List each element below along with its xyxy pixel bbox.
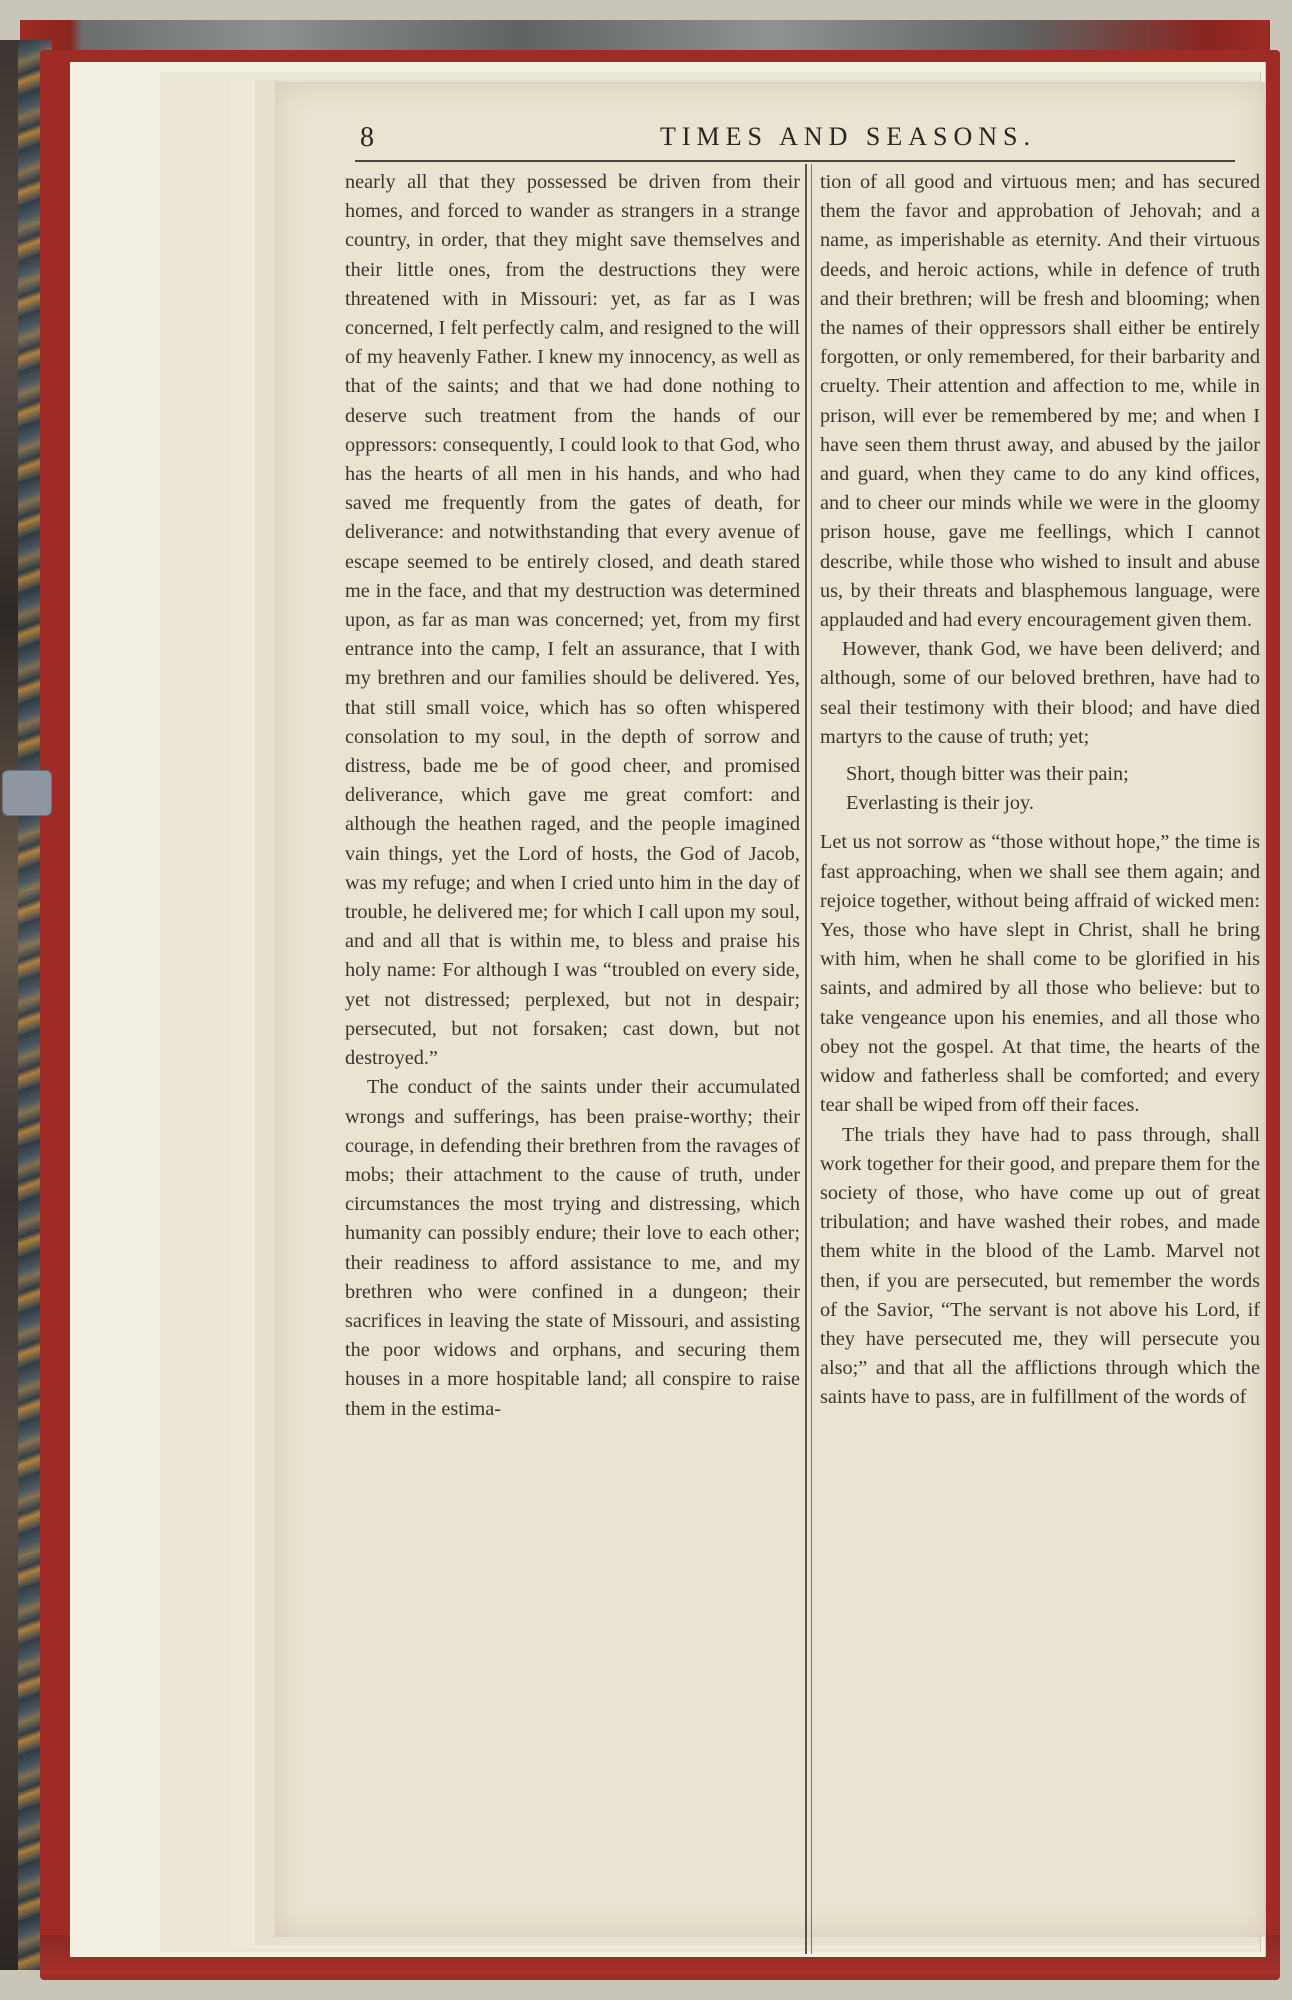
running-head bbox=[275, 122, 1265, 156]
right-paragraph-4: The trials they have had to pass through, shall work together for their good, and prepare them for the society of those, who have come up out of great tribulation; and have washed their robes, and made them white in the blood of the Lamb. Marvel not then, if you are persecuted, but remember the words of the Savior, “The servant is not above his Lord, if they have persecuted me, they will persecute you also;” and that all the afflictions through which the saints have to pass, are in fulfillment of the words of bbox=[820, 1123, 1260, 1409]
verse bbox=[820, 760, 1260, 818]
verse-line-1: Short, though bitter was their pain; bbox=[846, 763, 1129, 786]
left-paragraph-1: nearly all that they possessed be driven from their homes, and forced to wander as strangers in a strange country, in order, that they might save themselves and their little ones, from the destructions they were threatened with in Missouri: yet, as far as I was concerned, I felt perfectly calm, and resigned to the will of my heavenly Father. I knew my innocency, as well as that of the saints; and that we had done nothing to deserve such treatment from the hands of our oppressors: consequently, I could look to that God, who has the hearts of all men in his hands, and who had saved me frequently from the gates of death, for deliverance: and notwithstanding that every avenue of escape seemed to be entirely closed, and death stared me in the face, and that my destruction was determined upon, as far as man was concerned; yet, from my first entrance into the camp, I felt an assurance, that I with my brethren and our families should be delivered. Yes, that still small voice, which has so often whispered consolation to my soul, in the depth of sorrow and distress, bade me be of good cheer, and promised deliverance, which gave me great comfort: and although the heathen raged, and the people imagined vain things, yet the Lord of hosts, the God of Jacob, was my refuge; and when I cried unto him in the day of trouble, he delivered me; for which I call upon my soul, and and all that is within me, to bless and praise his holy name: For although I was “troubled on every side, yet not distressed; perplexed, but not in despair; persecuted, but not forsaken; cast down, but not destroyed.” bbox=[345, 171, 800, 1070]
column-divider bbox=[805, 164, 807, 1954]
left-column bbox=[345, 168, 800, 1424]
right-paragraph-1: tion of all good and virtuous men; and has secured them the favor and approbation of Jehovah; and a name, as imperishable as eternity. And their virtuous deeds, and heroic actions, while in defence of truth and their brethren; will be fresh and blooming; when the names of their oppressors shall either be entirely forgotten, or only remembered, for their barbarity and cruelty. Their attention and affection to me, while in prison, will ever be remembered by me; and when I have seen them thrust away, and abused by the jailor and guard, when they came to do any kind offices, and to cheer our minds while we were in the gloomy prison house, gave me feellings, which I cannot describe, while those who wished to insult and abuse us, by their threats and blasphemous language, were applauded and had every encouragement given them. bbox=[820, 171, 1260, 632]
column-divider bbox=[811, 164, 812, 1954]
left-paragraph-2: The conduct of the saints under their accumulated wrongs and sufferings, has been praise-worthy; their courage, in defending their brethren from the ravages of mobs; their attachment to the cause of truth, under circumstances the most trying and distressing, which humanity can possibly endure; their love to each other; their readiness to afford assistance to me, and my brethren who were confined in a dungeon; their sacrifices in leaving the state of Missouri, and assisting the poor widows and orphans, and securing them houses in a more hospitable land; all conspire to raise them in the estima- bbox=[345, 1076, 800, 1420]
page-number: 8 bbox=[360, 122, 374, 153]
header-rule bbox=[355, 160, 1235, 162]
bookmark-tab bbox=[2, 770, 52, 816]
journal-title: TIMES AND SEASONS. bbox=[660, 122, 1036, 151]
right-paragraph-2: However, thank God, we have been deliverd; and although, some of our beloved brethren, have had to seal their testimony with their blood; and have died martyrs to the cause of truth; yet; bbox=[820, 638, 1260, 748]
right-paragraph-3: Let us not sorrow as “those without hope,” the time is fast approaching, when we shall see them again; and rejoice together, without being affraid of wicked men: Yes, those who have slept in Christ, shall he bring with him, when he shall come to be glorified in his saints, and admired by all those who believe: but to take vengeance upon his enemies, and all those who obey not the gospel. At that time, the hearts of the widow and fatherless shall be comforted; and every tear shall be wiped from off their faces. bbox=[820, 831, 1260, 1117]
printed-page bbox=[275, 82, 1265, 1937]
verse-line-2: Everlasting is their joy. bbox=[846, 792, 1034, 815]
right-column bbox=[820, 168, 1260, 1413]
